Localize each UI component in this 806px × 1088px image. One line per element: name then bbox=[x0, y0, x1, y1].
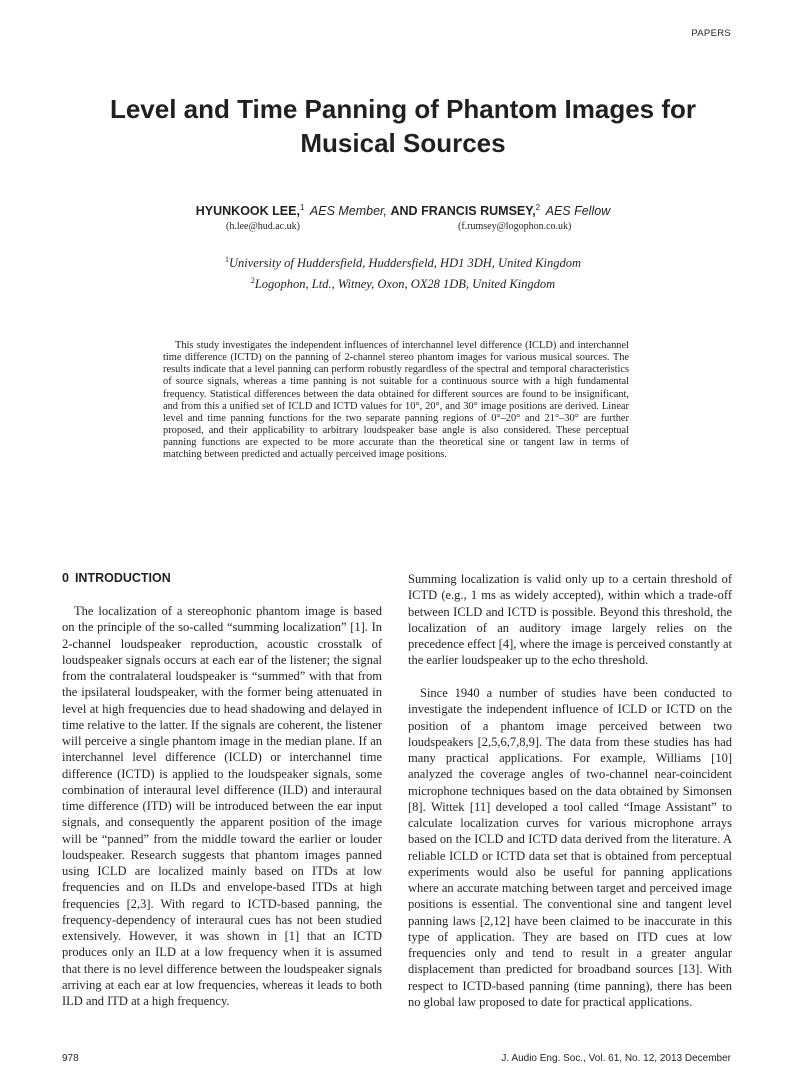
section-title: INTRODUCTION bbox=[74, 571, 171, 585]
affiliation-2 bbox=[60, 272, 746, 293]
running-head: PAPERS bbox=[691, 28, 731, 39]
author-2-affil-mark: 2 bbox=[535, 203, 541, 212]
author-line bbox=[60, 203, 746, 218]
affiliation-1 bbox=[60, 251, 746, 272]
affiliation-2-text: Logophon, Ltd., Witney, Oxon, OX28 1DB, United Kingdom bbox=[254, 277, 556, 291]
author-1-affil-mark: 1 bbox=[299, 203, 305, 212]
abstract: This study investigates the independent influences of interchannel level difference (ICLD) and interchannel time difference (ICTD) on the panning of 2-channel stereo phantom images for various musical sources. The results indicate that a level panning can perform robustly regardless of the spectral and temporal characteristics of source signals, whereas a time panning is not suitable for a continuous source with a high fundamental frequency. Statistical differences between the data obtained for different sources are found to be insignificant, and from this a unified set of ICLD and ICTD values for 10°, 20°, and 30° image positions are derived. Linear level and time panning functions for the two separate panning regions of 0°–20° and 21°–30° are further proposed, and their applicability to arbitrary loudspeaker base angle is also considered. These perceptual panning functions are expected to be more accurate than the theoretical sine or tangent law in terms of matching between predicted and actually perceived image positions. bbox=[163, 340, 629, 461]
author-1-name: HYUNKOOK LEE, bbox=[195, 204, 300, 218]
paper-title bbox=[60, 92, 746, 160]
affiliation-1-text: University of Huddersfield, Huddersfield, HD1 3DH, United Kingdom bbox=[228, 256, 582, 270]
author-conjunction: AND bbox=[390, 204, 418, 218]
section-heading-introduction bbox=[62, 571, 177, 585]
affiliation-1-mark: 1 bbox=[224, 255, 229, 264]
page-number: 978 bbox=[62, 1053, 79, 1064]
body-paragraph-right-1: Summing localization is valid only up to a certain threshold of ICTD (e.g., 1 ms as widely accepted), within which a trade-off between ICLD and ICTD is possible. Beyond this threshold, the localization of an auditory image largely relies on the precedence effect [4], where the image is perceived constantly at the earlier loudspeaker up to the echo threshold. bbox=[408, 572, 732, 668]
author-2-role: AES Fellow bbox=[545, 204, 611, 218]
body-paragraph-left: The localization of a stereophonic phantom image is based on the principle of the so-called “summing localization” [1]. In 2-channel loudspeaker reproduction, acoustic crosstalk of loudspeaker signals occurs at each ear of the listener; the signal from the contralateral loudspeaker is “summed” with that from the ipsilateral loudspeaker, with the former being attenuated in level at high frequencies due to head shadowing and delayed in time relative to the latter. If the signals are coherent, the listener will perceive a single phantom image in the median plane. If an interchannel level difference (ICLD) or interchannel time difference (ICTD) is applied to the loudspeaker signals, some combination of interaural level difference (ILD) and interaural time difference (ITD) will be introduced between the ear input signals, and consequently the apparent position of the image will be “panned” from the middle toward the earlier or louder loudspeaker. Research suggests that phantom images panned using ICLD are localized mainly based on ITDs at low frequencies and on ILDs and envelope-based ITDs at high frequencies [2,3]. With regard to ICTD-based panning, the frequency-dependency of interaural cues has not been studied extensively. However, it was shown in [1] that an ICTD produces only an ILD at a low frequency when it is assumed that there is no level difference between the loudspeaker signals arriving at each ear at low frequencies, whereas it leads to both ILD and ITD at a high frequency. bbox=[62, 604, 382, 1008]
title-line-1: Level and Time Panning of Phantom Images for bbox=[109, 94, 697, 124]
author-1-role: AES Member, bbox=[309, 204, 388, 218]
author-2-email: (f.rumsey@logophon.co.uk) bbox=[458, 221, 572, 232]
author-1-email: (h.lee@hud.ac.uk) bbox=[226, 221, 300, 232]
affiliations bbox=[60, 251, 746, 293]
section-number: 0 bbox=[62, 571, 69, 585]
title-line-2: Musical Sources bbox=[300, 128, 506, 158]
affiliation-2-mark: 2 bbox=[250, 276, 255, 285]
author-2-name: FRANCIS RUMSEY, bbox=[421, 204, 536, 218]
body-paragraph-right-2: Since 1940 a number of studies have been conducted to investigate the independent influence of ICLD or ICTD on the position of a phantom image perceived between two loudspeakers [2,5,6,7,8,9]. The data from these studies has had many practical applications. For example, Williams [10] analyzed the coverage angles of two-channel near-coincident microphone techniques based on the data obtained by Simonsen [8]. Wittek [11] developed a tool called “Image Assistant” to calculate localization curves for various microphone arrays based on the ICLD and ICTD data derived from the literature. A reliable ICLD or ICTD data set that is obtained from perceptual experiments would also be useful for panning applications where an accurate matching between target and perceived image positions is essential. The conventional sine and tangent level panning laws [2,12] have been claimed to be inaccurate in this type of application. They are based on ITD cues at low frequencies only and tend to result in a greater angular displacement than predicted for broadband sources [13]. With respect to ICTD-based panning (time panning), there has been no global law proposed to date for practical applications. bbox=[408, 686, 732, 1009]
journal-citation: J. Audio Eng. Soc., Vol. 61, No. 12, 2013 December bbox=[501, 1053, 731, 1064]
